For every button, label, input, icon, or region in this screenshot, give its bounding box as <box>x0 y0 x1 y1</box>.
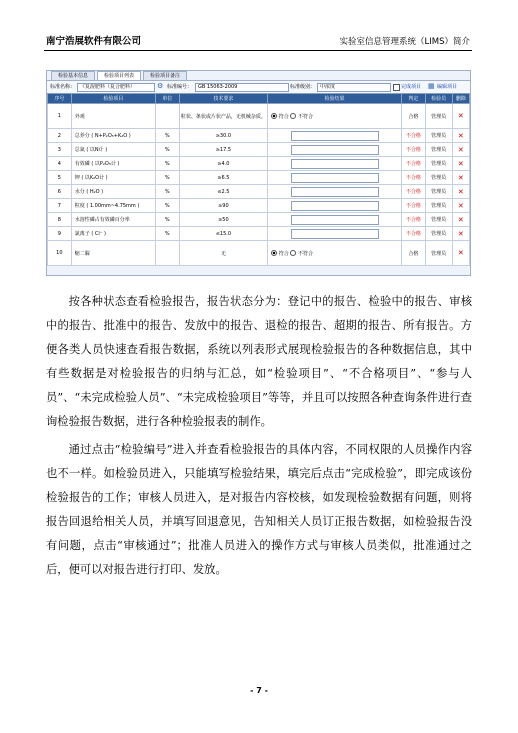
standard-code-field[interactable]: GB 15063-2009 <box>195 83 289 92</box>
complete-items-label[interactable]: 完成项目 <box>401 84 422 90</box>
delete-cell <box>452 157 469 171</box>
verdict: 合格 <box>401 104 425 129</box>
close-icon[interactable]: ✕ <box>457 187 464 196</box>
radio-pass[interactable] <box>271 113 277 119</box>
result-cell <box>268 185 402 199</box>
item-name: 粒度 ( 1.00mm~4.75mm ) <box>71 199 155 213</box>
item-name: 氯离子 ( Cl⁻ ) <box>71 227 155 241</box>
delete-cell <box>452 104 469 129</box>
table-row <box>48 143 470 157</box>
column-header: 检验项目 <box>71 94 155 104</box>
inspector: 管理员 <box>425 241 452 266</box>
standard-code-label: 标准编号： <box>167 84 193 90</box>
close-icon[interactable]: ✕ <box>457 173 464 182</box>
close-icon[interactable]: ✕ <box>457 145 464 154</box>
close-icon[interactable]: ✕ <box>457 249 464 257</box>
paragraph: 通过点击“检验编号”进入并查看检验报告的具体内容，不同权限的人员操作内容也不一样。如检验员进入，只能填写检验结果，填完后点击“完成检验”，即完成该份检验报告的工作；审核人员进入，是对报告内容校核，如发现检验数据有问题，则将报告回退给相关人员，并填写回退意见，告知相关人员订正报告数据，如检验报告没有问题，点击“审核通过”；批准人员进入的操作方式与审核人员类似，批准通过之后，便可以对报告进行打印、发放。 <box>46 443 472 576</box>
unit: % <box>155 129 179 143</box>
column-header: 序号 <box>48 94 72 104</box>
column-header: 检验员 <box>425 94 452 104</box>
result-cell <box>268 157 402 171</box>
inspector: 管理员 <box>425 199 452 213</box>
inspector: 管理员 <box>425 157 452 171</box>
inspector: 管理员 <box>425 213 452 227</box>
verdict: 不合格 <box>401 227 425 241</box>
table-row <box>48 213 470 227</box>
row-number: 1 <box>48 104 72 129</box>
tab-item-list[interactable]: 检验项目列表 <box>97 71 141 80</box>
unit: % <box>155 185 179 199</box>
radio-pass-label: 符合 <box>278 250 289 257</box>
row-number: 10 <box>48 241 72 266</box>
delete-cell <box>452 241 469 266</box>
delete-cell <box>452 143 469 157</box>
row-number: 7 <box>48 199 72 213</box>
requirement: ≥30.0 <box>179 129 268 143</box>
complete-checkbox[interactable] <box>393 84 400 91</box>
embedded-screenshot <box>46 70 471 276</box>
table-row <box>48 227 470 241</box>
result-cell <box>268 143 402 157</box>
delete-cell <box>452 213 469 227</box>
tab-basic-info[interactable]: 检验基本信息 <box>51 71 95 80</box>
item-name: 总氮 ( 以N计 ) <box>71 143 155 157</box>
requirement: 无 <box>179 241 268 266</box>
verdict: 不合格 <box>401 129 425 143</box>
requirement: ≤15.0 <box>179 227 268 241</box>
close-icon[interactable]: ✕ <box>457 159 464 168</box>
close-icon[interactable]: ✕ <box>457 112 464 120</box>
unit: % <box>155 199 179 213</box>
inspector: 管理员 <box>425 129 452 143</box>
unit: % <box>155 213 179 227</box>
table-row <box>48 185 470 199</box>
result-cell <box>268 227 402 241</box>
result-input[interactable] <box>291 201 379 211</box>
verdict: 不合格 <box>401 157 425 171</box>
delete-cell <box>452 185 469 199</box>
result-input[interactable] <box>291 131 379 141</box>
table-body <box>48 104 470 266</box>
verdict: 不合格 <box>401 171 425 185</box>
standard-name-label: 标准名称： <box>50 84 76 90</box>
close-icon[interactable]: ✕ <box>457 229 464 238</box>
item-name: 总养分 ( N+P₂O₅+K₂O ) <box>71 129 155 143</box>
radio-fail[interactable] <box>290 113 296 119</box>
inspection-items-table <box>47 93 470 266</box>
verdict: 合格 <box>401 241 425 266</box>
result-input[interactable] <box>291 215 379 225</box>
delete-cell <box>452 171 469 185</box>
unit: % <box>155 143 179 157</box>
requirement: ≥90 <box>179 199 268 213</box>
result-cell <box>268 199 402 213</box>
company-name: 南宁浩展软件有限公司 <box>46 36 142 47</box>
table-row <box>48 241 470 266</box>
standard-level-label: 标准级别： <box>290 84 316 90</box>
column-header: 技术要求 <box>179 94 268 104</box>
table-row <box>48 129 470 143</box>
item-name: 有效磷 ( 以P₂O₅计 ) <box>71 157 155 171</box>
radio-pass[interactable] <box>271 250 277 256</box>
unit: % <box>155 171 179 185</box>
standard-level-field[interactable]: 中浓度 <box>317 83 391 92</box>
result-cell <box>268 241 402 266</box>
result-radio-group <box>271 113 400 120</box>
inspector: 管理员 <box>425 104 452 129</box>
row-number: 8 <box>48 213 72 227</box>
requirement: ≤2.5 <box>179 185 268 199</box>
table-row <box>48 171 470 185</box>
table-row <box>48 104 470 129</box>
inspector: 管理员 <box>425 143 452 157</box>
delete-cell <box>452 199 469 213</box>
result-input[interactable] <box>291 145 379 155</box>
result-cell <box>268 104 402 129</box>
row-number: 5 <box>48 171 72 185</box>
verdict: 不合格 <box>401 199 425 213</box>
requirement: ≥50 <box>179 213 268 227</box>
requirement: ≥6.5 <box>179 171 268 185</box>
edit-items-button[interactable]: 编辑项目 <box>437 84 458 90</box>
filter-bar <box>47 80 470 94</box>
column-header: 删除 <box>452 94 469 104</box>
unit <box>155 241 179 266</box>
tab-item-notes[interactable]: 检验项目备注 <box>143 71 187 80</box>
standard-name-field[interactable]: 《复混肥料（复合肥料） <box>77 83 155 92</box>
requirement: ≥4.0 <box>179 157 268 171</box>
result-input[interactable] <box>291 187 379 197</box>
result-input[interactable] <box>291 159 379 169</box>
item-name: 水溶性磷占有效磷百分率 <box>71 213 155 227</box>
result-input[interactable] <box>291 173 379 183</box>
item-name: 缩二脲 <box>71 241 155 266</box>
item-name: 水分 ( H₂O ) <box>71 185 155 199</box>
page-header <box>44 34 472 51</box>
delete-cell <box>452 129 469 143</box>
result-radio-group <box>271 250 400 257</box>
result-cell <box>268 213 402 227</box>
item-name: 外观 <box>71 104 155 129</box>
table-header-row <box>48 94 470 104</box>
settings-icon[interactable]: ⚙ <box>157 82 164 90</box>
close-icon[interactable]: ✕ <box>457 215 464 224</box>
document-title: 实验室信息管理系统（LIMS）简介 <box>339 37 470 47</box>
inspector: 管理员 <box>425 171 452 185</box>
table-row <box>48 199 470 213</box>
unit <box>155 104 179 129</box>
tab-bar <box>51 71 189 80</box>
radio-pass-label: 符合 <box>278 113 289 120</box>
result-cell <box>268 129 402 143</box>
column-header: 检验结果 <box>268 94 402 104</box>
verdict: 不合格 <box>401 143 425 157</box>
requirement: 粒状、条状或片状产品，无机械杂质。 <box>179 104 268 129</box>
radio-fail-label: 不符合 <box>297 250 313 257</box>
radio-fail[interactable] <box>290 250 296 256</box>
page-number: - 7 - <box>250 686 268 695</box>
delete-cell <box>452 227 469 241</box>
unit: % <box>155 157 179 171</box>
verdict: 不合格 <box>401 185 425 199</box>
row-number: 9 <box>48 227 72 241</box>
result-input[interactable] <box>291 229 379 239</box>
column-header: 判定 <box>401 94 425 104</box>
body-text <box>46 290 472 582</box>
row-number: 2 <box>48 129 72 143</box>
inspector: 管理员 <box>425 227 452 241</box>
close-icon[interactable]: ✕ <box>457 201 464 210</box>
table-row <box>48 157 470 171</box>
result-cell <box>268 171 402 185</box>
verdict: 不合格 <box>401 213 425 227</box>
radio-fail-label: 不符合 <box>297 113 313 120</box>
row-number: 6 <box>48 185 72 199</box>
item-name: 钾 ( 以K₂O计 ) <box>71 171 155 185</box>
unit: % <box>155 227 179 241</box>
row-number: 4 <box>48 157 72 171</box>
row-number: 3 <box>48 143 72 157</box>
requirement: ≥17.5 <box>179 143 268 157</box>
close-icon[interactable]: ✕ <box>457 131 464 140</box>
edit-icon[interactable]: ▦ <box>428 82 435 90</box>
paragraph: 按各种状态查看检验报告，报告状态分为：登记中的报告、检验中的报告、审核中的报告、批准中的报告、发放中的报告、退检的报告、超期的报告、所有报告。方便各类人员快速查看报告数据，系统以列表形式展现检验报告的各种数据信息，其中有些数据是对检验报告的归纳与汇总，如“检验项目”、“不合格项目”、“参与人员”、“未完成检验人员”、“未完成检验项目”等等，并且可以按照各种查询条件进行查询检验报告数据，进行各种检验报表的制作。 <box>46 295 472 428</box>
column-header: 单位 <box>155 94 179 104</box>
inspector: 管理员 <box>425 185 452 199</box>
